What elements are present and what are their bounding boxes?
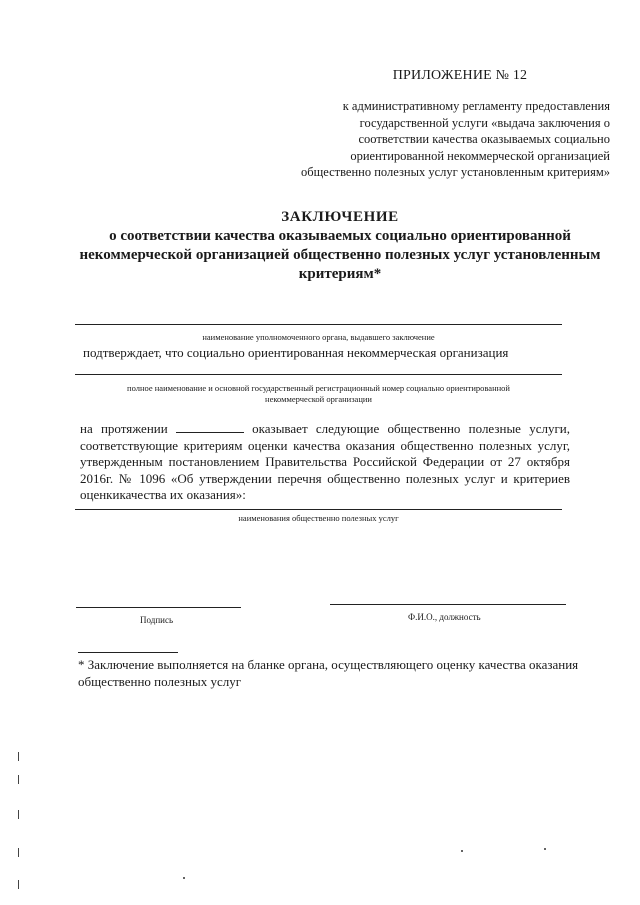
footnote-separator [78,652,178,653]
document-title: ЗАКЛЮЧЕНИЕ [281,209,399,225]
organization-caption-line: некоммерческой организации [265,394,372,404]
appendix-title: ПРИЛОЖЕНИЕ № 12 [392,68,528,83]
scan-mark [18,880,19,889]
document-subtitle-line: критериям* [298,266,382,282]
scan-mark [18,848,19,857]
appendix-subtitle [270,98,610,181]
scan-mark [18,810,19,819]
paragraph-line: утвержденным постановлением Правительства Российской Федерации от 27 октября [80,454,570,469]
footnote-line: * Заключение выполняется на бланке органа, осуществляющего оценку качества оказания [78,657,579,672]
paragraph-line: 2016г. № 1096 «Об утверждении перечня общественно полезных услуг и критериев [80,470,570,486]
services-paragraph [80,421,570,504]
scan-dot [461,850,463,852]
name-position-line[interactable] [330,604,566,605]
paragraph-line: соответствующие критериям оценки качества оказания общественно полезных услуг, [80,437,570,453]
appendix-subtitle-line: к административному регламенту предоставления [342,99,610,113]
services-field-line[interactable] [75,509,562,510]
confirm-text: подтверждает, что социально ориентированная некоммерческая организация [83,345,509,360]
organization-field-line[interactable] [75,374,562,375]
appendix-subtitle-line: ориентированной некоммерческой организацией [350,148,610,163]
appendix-subtitle-line: государственной услуги «выдача заключения о [359,115,610,130]
appendix-subtitle-line: общественно полезных услуг установленным критериям» [301,165,610,179]
organization-field-caption [75,383,562,405]
authority-field-line[interactable] [75,324,562,325]
paragraph-line [80,421,570,438]
paragraph-line: оценкикачества их оказания»: [80,487,246,502]
paragraph-line1-end: оказывает следующие общественно полезные услуги, [252,421,570,436]
name-position-caption: Ф.И.О., должность [408,612,481,622]
signature-caption: Подпись [140,615,174,625]
period-label: на протяжении [80,421,168,436]
document-subtitle-line: некоммерческой организацией общественно полезных услуг установленным [79,247,601,263]
appendix-subtitle-line: соответствии качества оказываемых социально [358,132,610,146]
scan-mark [18,775,19,784]
document-title-block [60,208,620,284]
services-field-caption: наименования общественно полезных услуг [238,513,399,523]
document-subtitle-line: о соответствии качества оказываемых социально ориентированной [109,228,571,244]
organization-caption-line: полное наименование и основной государственный регистрационный номер социально ориентированной [127,383,510,393]
footnote-line: общественно полезных услуг [78,674,242,689]
footnote [78,656,588,690]
scan-dot [183,877,185,879]
authority-field-caption: наименование уполномоченного органа, выдавшего заключение [202,332,435,342]
signature-line[interactable] [76,607,241,608]
scan-dot [544,848,546,850]
period-blank-field[interactable] [176,421,244,433]
scan-mark [18,752,19,761]
